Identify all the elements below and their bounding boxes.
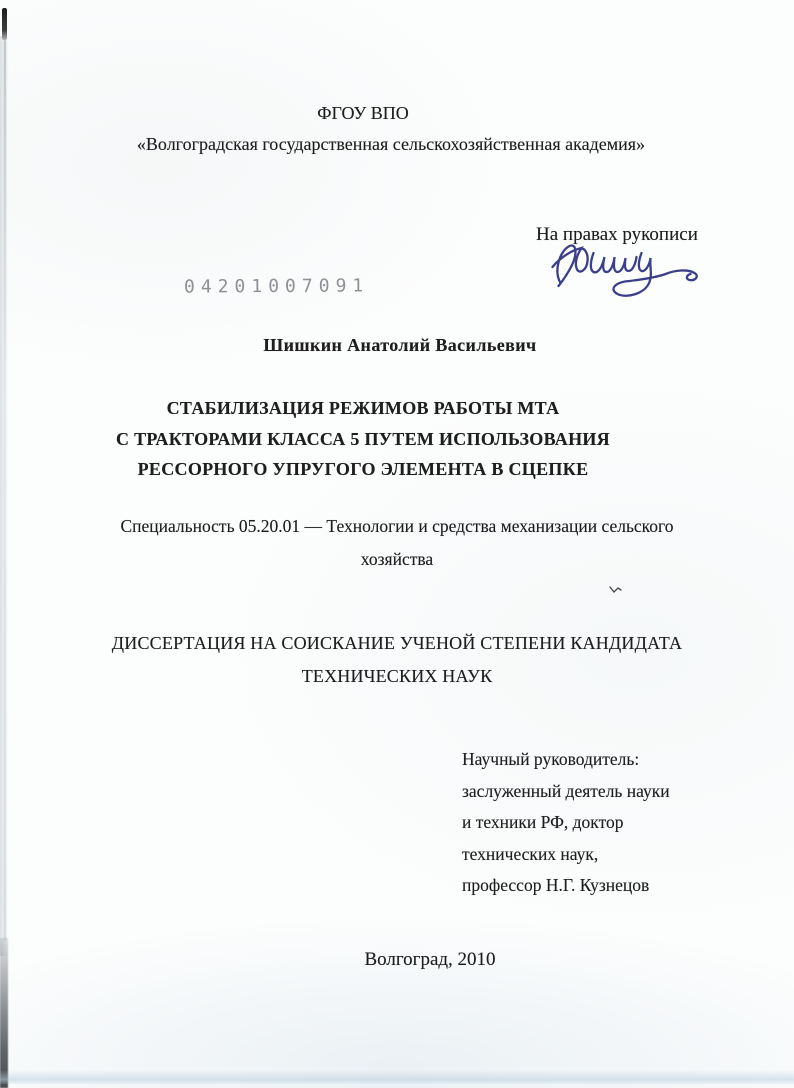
city-year: Волгоград, 2010 — [364, 949, 496, 970]
supervisor-block — [462, 744, 670, 902]
ink-speck-artifact — [609, 582, 623, 593]
author-name: Шишкин Анатолий Васильевич — [263, 335, 537, 355]
institution-name: «Волгоградская государственная сельскохозяйственная академия» — [136, 134, 646, 154]
specialty-statement — [6, 510, 788, 576]
dissertation-title-line: С ТРАКТОРАМИ КЛАССА 5 ПУТЕМ ИСПОЛЬЗОВАНИЯ — [116, 428, 610, 449]
dissertation-title-line: СТАБИЛИЗАЦИЯ РЕЖИМОВ РАБОТЫ МТА — [166, 398, 560, 418]
dissertation-title — [0, 393, 726, 485]
supervisor-line: заслуженный деятель науки — [462, 780, 670, 801]
signature-strokes — [553, 246, 697, 296]
scan-bottom-left-smudge — [0, 938, 8, 1088]
degree-line: ТЕХНИЧЕСКИХ НАУК — [301, 666, 493, 686]
supervisor-line: Научный руководитель: — [462, 749, 640, 769]
supervisor-line: технических наук, — [462, 843, 599, 864]
specialty-line: хозяйства — [360, 549, 434, 569]
scan-bottom-shadow-band — [0, 1070, 794, 1084]
specialty-line: Специальность 05.20.01 — Технологии и средства механизации сельского — [120, 516, 674, 536]
scan-left-edge-line — [4, 40, 6, 940]
degree-line: ДИССЕРТАЦИЯ НА СОИСКАНИЕ УЧЕНОЙ СТЕПЕНИ КАНДИДАТА — [111, 633, 683, 653]
scan-top-left-mark — [2, 8, 7, 40]
registration-number-stamp: 04201007091 — [183, 275, 370, 298]
supervisor-line: и техники РФ, доктор — [462, 812, 624, 833]
handwritten-signature — [545, 239, 715, 301]
dissertation-title-line: РЕССОРНОГО УПРУГОГО ЭЛЕМЕНТА В СЦЕПКЕ — [137, 459, 589, 479]
supervisor-line: профессор Н.Г. Кузнецов — [462, 875, 650, 896]
manuscript-rights-note: На правах рукописи — [536, 224, 698, 245]
degree-statement — [0, 627, 794, 693]
institution-type: ФГОУ ВПО — [317, 103, 409, 123]
